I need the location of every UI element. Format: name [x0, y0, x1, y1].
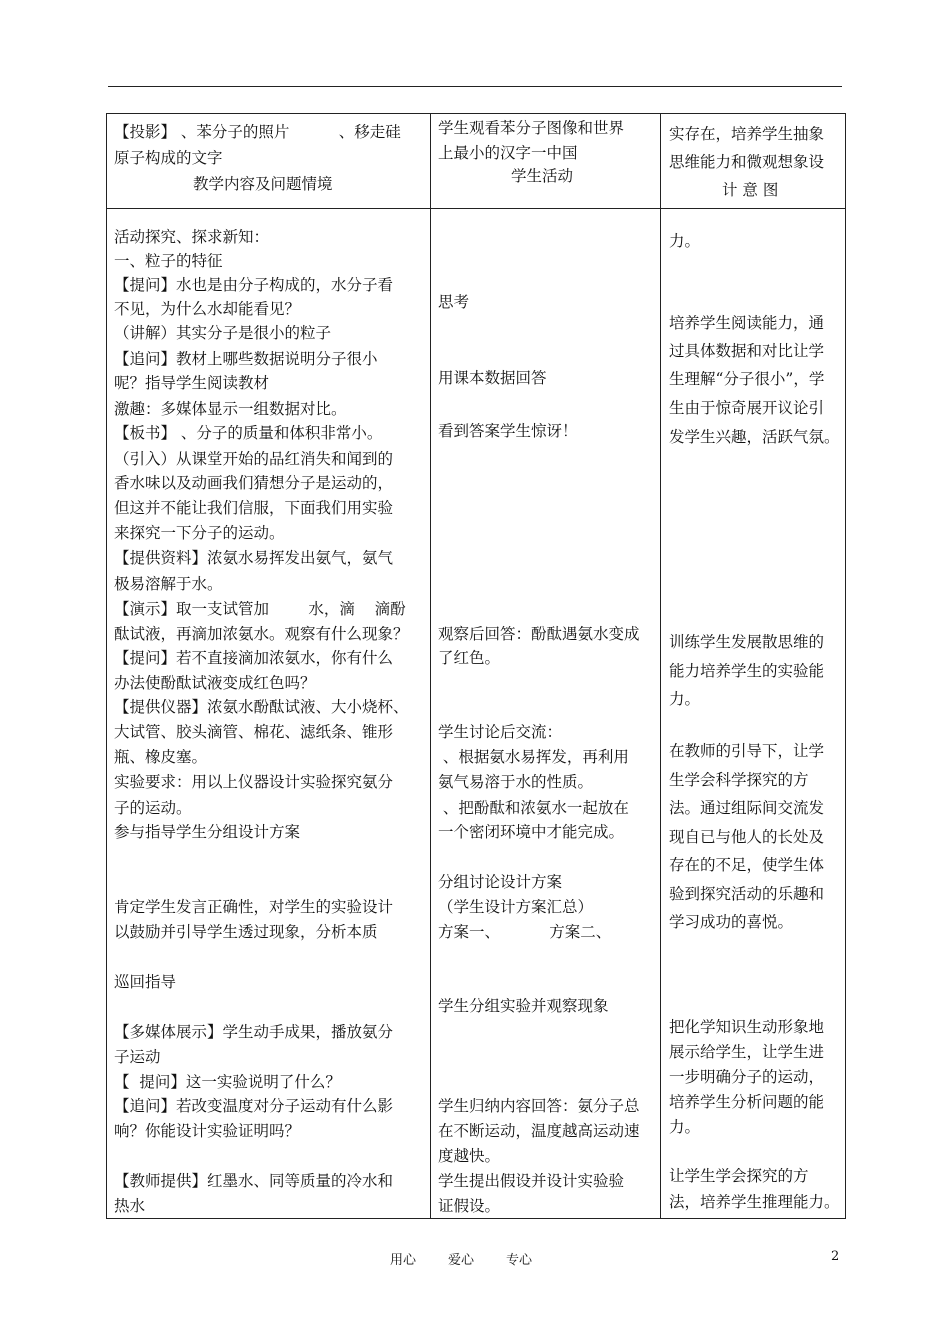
col1-line: 【追问】教材上哪些数据说明分子很小 [114, 350, 378, 368]
header-col1-line: 【投影】 、苯分子的照片 、移走硅 [114, 123, 401, 141]
col3-line: 一步明确分子的运动， [669, 1068, 825, 1086]
col3-line: 生由于惊奇展开议论引 [669, 399, 825, 417]
col1-line: 不见，为什么水却能看见？ [114, 300, 301, 318]
col1-line: 【多媒体展示】学生动手成果，播放氨分 [114, 1023, 394, 1041]
column-header-design: 计 意 图 [722, 181, 779, 199]
header-col3-line: 实存在，培养学生抽象 [669, 125, 825, 143]
column-divider-2 [660, 114, 661, 1218]
col2-line: 方案一、 方案二、 [438, 923, 612, 941]
col1-line: 热水 [114, 1197, 146, 1215]
col1-line: 实验要求：用以上仪器设计实验探究氨分 [114, 773, 394, 791]
col2-line: 分组讨论设计方案 [438, 873, 563, 891]
column-header-content: 教学内容及问题情境 [193, 175, 333, 193]
column-header-activity: 学生活动 [511, 167, 574, 185]
col3-line: 培养学生分析问题的能 [669, 1093, 825, 1111]
col2-line: （学生设计方案汇总） [438, 898, 594, 916]
col2-line: 、把酚酞和浓氨水一起放在 [438, 799, 629, 817]
col3-line: 过具体数据和对比让学 [669, 342, 825, 360]
col1-line: 香水味以及动画我们猜想分子是运动的， [114, 474, 394, 492]
footer-motto-1: 用心 [390, 1253, 417, 1268]
header-rule [108, 86, 842, 87]
footer-motto-3: 专心 [506, 1253, 533, 1268]
col1-line: 肯定学生发言正确性，对学生的实验设计 [114, 898, 394, 916]
col1-line: 子的运动。 [114, 799, 192, 817]
col2-line: 、根据氨水易挥发，再利用 [438, 748, 629, 766]
col2-line: 学生提出假设并设计实验验 [438, 1172, 625, 1190]
col1-line: 巡回指导 [114, 973, 177, 991]
col1-line: 响？你能设计实验证明吗？ [114, 1122, 301, 1140]
col1-line: 激趣：多媒体显示一组数据对比。 [114, 400, 347, 418]
col1-line: 【提问】水也是由分子构成的，水分子看 [114, 276, 394, 294]
col1-line: 以鼓励并引导学生透过现象，分析本质 [114, 923, 378, 941]
col3-line: 学习成功的喜悦。 [669, 913, 794, 931]
column-divider-1 [430, 114, 431, 1218]
col3-line: 把化学知识生动形象地 [669, 1018, 825, 1036]
col3-line: 让学生学会探究的方 [669, 1167, 809, 1185]
col1-line: 【教师提供】红墨水、同等质量的冷水和 [114, 1172, 394, 1190]
col3-line: 培养学生阅读能力，通 [669, 314, 825, 332]
col1-line: 极易溶解于水。 [114, 575, 223, 593]
col2-line: 思考 [438, 293, 470, 311]
col3-line: 发学生兴趣，活跃气氛。 [669, 428, 840, 446]
col1-line: 呢？指导学生阅读教材 [114, 374, 270, 392]
col2-line: 氨气易溶于水的性质。 [438, 773, 594, 791]
col3-line: 生理解“分子很小”，学 [669, 370, 825, 388]
col2-line: 一个密闭环境中才能完成。 [438, 823, 625, 841]
col2-line: 学生归纳内容回答：氨分子总 [438, 1097, 640, 1115]
col1-line: 【 提问】这一实验说明了什么？ [114, 1073, 341, 1091]
col2-line: 学生分组实验并观察现象 [438, 997, 609, 1015]
header-col2-line: 上最小的汉字一中国 [438, 144, 578, 162]
col1-line: 大试管、胶头滴管、棉花、滤纸条、锥形 [114, 723, 394, 741]
col3-line: 展示给学生，让学生进 [669, 1043, 825, 1061]
header-col3-line: 思维能力和微观想象设 [669, 153, 825, 171]
col3-line: 在教师的引导下，让学 [669, 742, 825, 760]
col2-line: 在不断运动，温度越高运动速 [438, 1122, 640, 1140]
col1-line: 【板书】 、分子的质量和体积非常小。 [114, 424, 383, 442]
col1-line: 【提供仪器】浓氨水酚酞试液、大小烧杯、 [114, 698, 409, 716]
header-col1-line: 原子构成的文字 [114, 149, 223, 167]
col1-line: 活动探究、探求新知： [114, 228, 270, 246]
col2-line: 用课本数据回答 [438, 369, 547, 387]
col3-line: 验到探究活动的乐趣和 [669, 885, 825, 903]
col1-line: 来探究一下分子的运动。 [114, 524, 285, 542]
col2-line: 证假设。 [438, 1197, 501, 1215]
col1-line: （讲解）其实分子是很小的粒子 [114, 324, 332, 342]
col3-line: 训练学生发展散思维的 [669, 633, 825, 651]
col1-line: 【提问】若不直接滴加浓氨水，你有什么 [114, 649, 394, 667]
col3-line: 现自已与他人的长处及 [669, 828, 825, 846]
col1-line: 参与指导学生分组设计方案 [114, 823, 301, 841]
col3-line: 存在的不足，使学生体 [669, 856, 825, 874]
col1-line: 一、粒子的特征 [114, 252, 223, 270]
col3-line: 法，培养学生推理能力。 [669, 1193, 840, 1211]
col3-line: 力。 [669, 1118, 701, 1136]
col1-line: 【追问】若改变温度对分子运动有什么影 [114, 1097, 394, 1115]
col1-line: 瓶、橡皮塞。 [114, 748, 208, 766]
col1-line: （引入）从课堂开始的品红消失和闻到的 [114, 450, 394, 468]
col1-line: 【演示】取一支试管加 水，滴 滴酚 [114, 600, 406, 618]
page-number: 2 [831, 1249, 840, 1264]
col2-line: 看到答案学生惊讶！ [438, 422, 578, 440]
col1-line: 但这并不能让我们信服，下面我们用实验 [114, 499, 394, 517]
col2-line: 学生讨论后交流： [438, 723, 563, 741]
col1-line: 酞试液，再滴加浓氨水。观察有什么现象？ [114, 625, 409, 643]
footer-motto-2: 爱心 [448, 1253, 475, 1268]
col1-line: 【提供资料】浓氨水易挥发出氨气，氨气 [114, 549, 394, 567]
col1-line: 子运动 [114, 1048, 161, 1066]
col3-line: 法。通过组际间交流发 [669, 799, 825, 817]
col3-line: 能力培养学生的实验能 [669, 662, 825, 680]
col3-line: 力。 [669, 232, 701, 250]
col3-line: 生学会科学探究的方 [669, 771, 809, 789]
col3-line: 力。 [669, 690, 701, 708]
header-col2-line: 学生观看苯分子图像和世界 [438, 119, 625, 137]
col2-line: 观察后回答：酚酞遇氨水变成 [438, 625, 640, 643]
col2-line: 度越快。 [438, 1147, 501, 1165]
header-row-divider [107, 208, 845, 209]
col1-line: 办法使酚酞试液变成红色吗？ [114, 674, 316, 692]
col2-line: 了红色。 [438, 649, 501, 667]
